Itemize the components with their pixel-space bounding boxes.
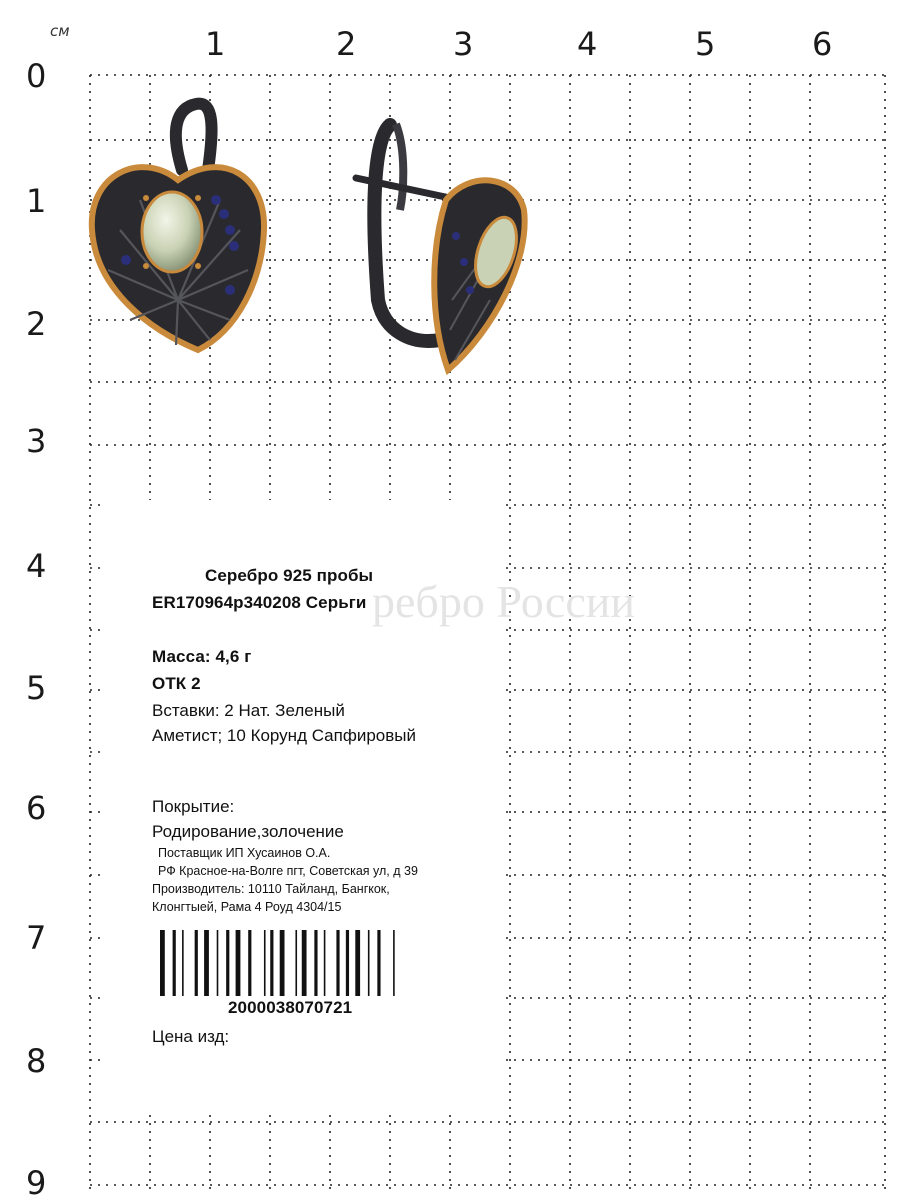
- barcode-bar: [346, 930, 349, 996]
- barcode-bar: [226, 930, 229, 996]
- ruler-left-tick: 6: [26, 789, 47, 827]
- ruler-top-tick: 5: [695, 25, 716, 63]
- ruler-left-tick: 3: [26, 422, 47, 460]
- ruler-left-tick: 4: [26, 547, 47, 585]
- label-supplier-line-1: Поставщик ИП Хусаинов О.А.: [158, 846, 331, 860]
- barcode-bar: [195, 930, 198, 996]
- barcode-bar: [355, 930, 360, 996]
- barcode-bar: [204, 930, 209, 996]
- ruler-left-tick: 1: [26, 182, 47, 220]
- barcode-bar: [173, 930, 176, 996]
- barcode-number: 2000038070721: [228, 998, 353, 1017]
- barcode-bar: [377, 930, 380, 996]
- barcode: [160, 930, 436, 996]
- ruler-top-tick: 3: [453, 25, 474, 63]
- ruler-left-tick: 8: [26, 1042, 47, 1080]
- barcode-bar: [302, 930, 307, 996]
- ruler-top-tick: 6: [812, 25, 833, 63]
- label-price: Цена изд:: [152, 1027, 230, 1046]
- barcode-bar: [314, 930, 317, 996]
- ruler-top-tick: 1: [205, 25, 226, 63]
- earring-side-view: [0, 0, 900, 420]
- label-mass: Масса: 4,6 г: [152, 647, 252, 666]
- label-producer-line-2: Клонгтыей, Рама 4 Роуд 4304/15: [152, 900, 342, 914]
- barcode-bar: [236, 930, 241, 996]
- label-inserts-line-1: Вставки: 2 Нат. Зеленый: [152, 701, 345, 720]
- barcode-bar: [368, 930, 370, 996]
- barcode-bar: [295, 930, 297, 996]
- label-supplier-line-2: РФ Красное-на-Волге пгт, Советская ул, д 39: [158, 864, 418, 878]
- ruler-left-tick: 7: [26, 919, 47, 957]
- label-coating-value: Родирование,золочение: [152, 822, 344, 841]
- barcode-bar: [324, 930, 326, 996]
- label-line-material: Серебро 925 пробы: [205, 566, 374, 585]
- watermark-text: ребро России: [372, 576, 635, 627]
- ruler-left-tick: 5: [26, 669, 47, 707]
- label-inserts-line-2: Аметист; 10 Корунд Сапфировый: [152, 726, 416, 745]
- barcode-bar: [280, 930, 285, 996]
- label-otk: ОТК 2: [152, 674, 201, 693]
- ruler-top-tick: 4: [577, 25, 598, 63]
- ruler-left-tick: 9: [26, 1164, 47, 1202]
- ruler-left-tick: 0: [26, 57, 47, 95]
- label-coating-title: Покрытие:: [152, 797, 235, 816]
- barcode-bar: [182, 930, 184, 996]
- label-line-article: ER170964р340208 Серьги: [152, 593, 367, 612]
- ruler-left-tick: 2: [26, 305, 47, 343]
- barcode-bar: [264, 930, 266, 996]
- ruler-top-tick: 2: [336, 25, 357, 63]
- barcode-bar: [160, 930, 165, 996]
- barcode-bar: [336, 930, 339, 996]
- barcode-bar: [393, 930, 395, 996]
- barcode-bar: [270, 930, 273, 996]
- ruler-unit-label: см: [50, 22, 70, 40]
- label-producer-line-1: Производитель: 10110 Тайланд, Бангкок,: [152, 882, 390, 896]
- barcode-bar: [248, 930, 251, 996]
- barcode-bar: [217, 930, 219, 996]
